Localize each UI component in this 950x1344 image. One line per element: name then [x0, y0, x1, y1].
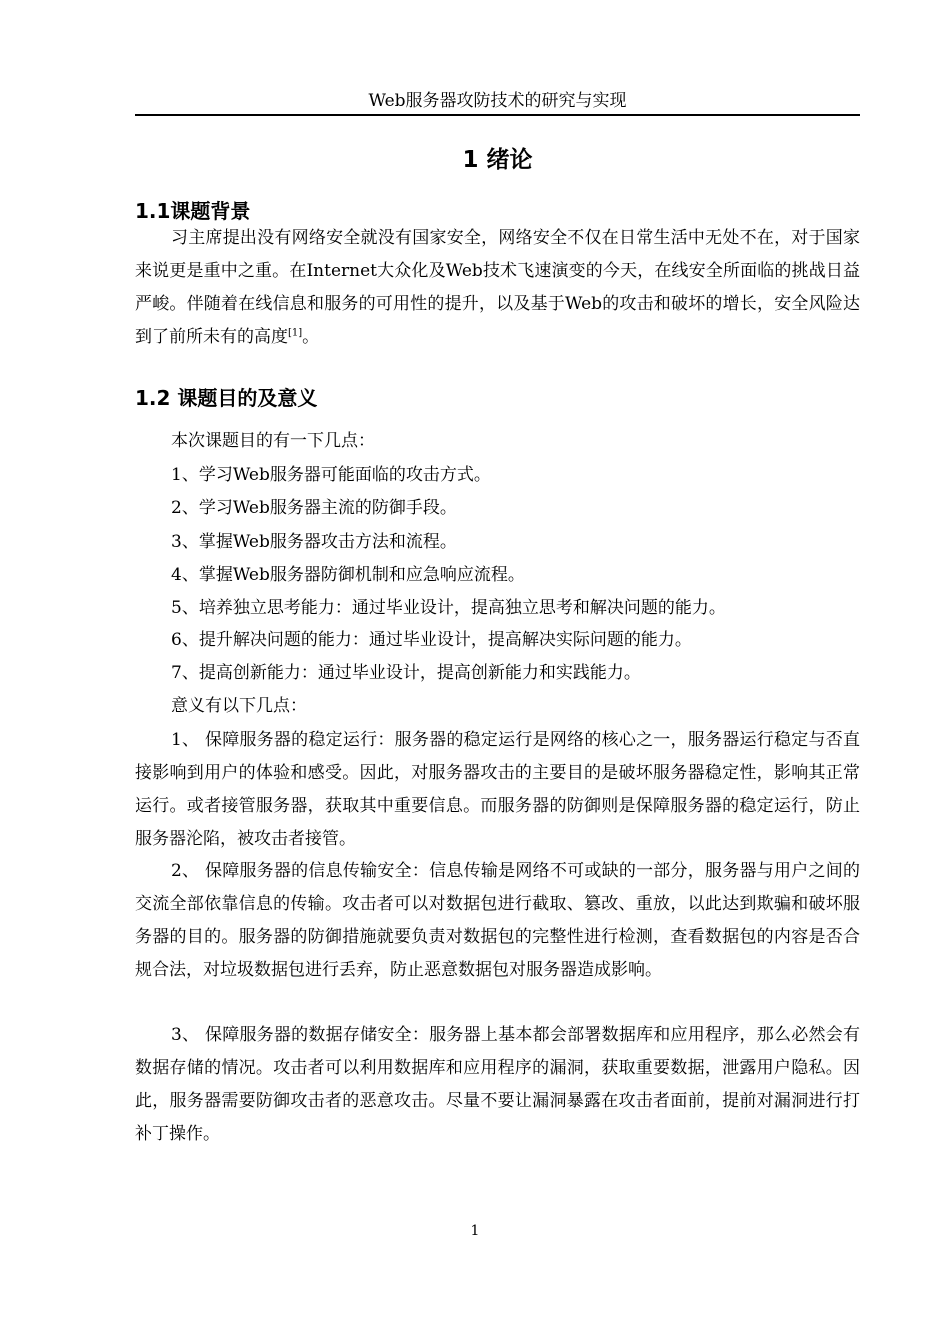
significance-item: 2、 保障服务器的信息传输安全：信息传输是网络不可或缺的一部分，服务器与用户之间的交流全部依靠信息的传输。攻击者可以对数据包进行截取、篡改、重放，以此达到欺骗和破坏服务器的目的。服务器的防御措施就要负责对数据包的完整性进行检测，查看数据包的内容是否合规合法，对垃圾数据包进行丢弃，防止恶意数据包对服务器造成影响。 [135, 861, 860, 980]
purpose-item: 5、培养独立思考能力：通过毕业设计，提高独立思考和解决问题的能力。 [171, 598, 726, 618]
background-text-end: 。 [302, 327, 320, 347]
section-title-1-2: 1.2 课题目的及意义 [135, 386, 318, 410]
running-header: Web服务器攻防技术的研究与实现 [368, 91, 627, 111]
background-text: 习主席提出没有网络安全就没有国家安全，网络安全不仅在日常生活中无处不在，对于国家来说更是重中之重。在Internet大众化及Web技术飞速演变的今天，在线安全所面临的挑战日益严峻。伴随着在线信息和服务的可用性的提升，以及基于Web的攻击和破坏的增长，安全风险达到了前所未有的高度 [135, 228, 860, 347]
purpose-item: 6、提升解决问题的能力：通过毕业设计，提高解决实际问题的能力。 [171, 630, 692, 650]
purpose-item: 3、掌握Web服务器攻击方法和流程。 [171, 532, 457, 552]
chapter-title: 1 绪论 [462, 147, 533, 173]
purpose-intro: 本次课题目的有一下几点： [171, 431, 375, 451]
background-paragraph [135, 222, 860, 354]
page-number: 1 [470, 1223, 480, 1239]
purpose-item: 7、提高创新能力：通过毕业设计，提高创新能力和实践能力。 [171, 663, 641, 683]
citation: [1] [288, 327, 303, 339]
significance-intro: 意义有以下几点： [171, 696, 307, 716]
purpose-item: 2、学习Web服务器主流的防御手段。 [171, 498, 457, 518]
section-title-1-1: 1.1课题背景 [135, 199, 251, 223]
purpose-item: 4、掌握Web服务器防御机制和应急响应流程。 [171, 565, 525, 585]
purpose-item: 1、学习Web服务器可能面临的攻击方式。 [171, 465, 491, 485]
significance-item: 1、 保障服务器的稳定运行：服务器的稳定运行是网络的核心之一，服务器运行稳定与否直接影响到用户的体验和感受。因此，对服务器攻击的主要目的是破坏服务器稳定性，影响其正常运行。或者接管服务器，获取其中重要信息。而服务器的防御则是保障服务器的稳定运行，防止服务器沦陷，被攻击者接管。 [135, 730, 860, 849]
header-rule [135, 114, 860, 116]
significance-item: 3、 保障服务器的数据存储安全：服务器上基本都会部署数据库和应用程序，那么必然会有数据存储的情况。攻击者可以利用数据库和应用程序的漏洞，获取重要数据，泄露用户隐私。因此，服务器需要防御攻击者的恶意攻击。尽量不要让漏洞暴露在攻击者面前，提前对漏洞进行打补丁操作。 [135, 1025, 860, 1144]
